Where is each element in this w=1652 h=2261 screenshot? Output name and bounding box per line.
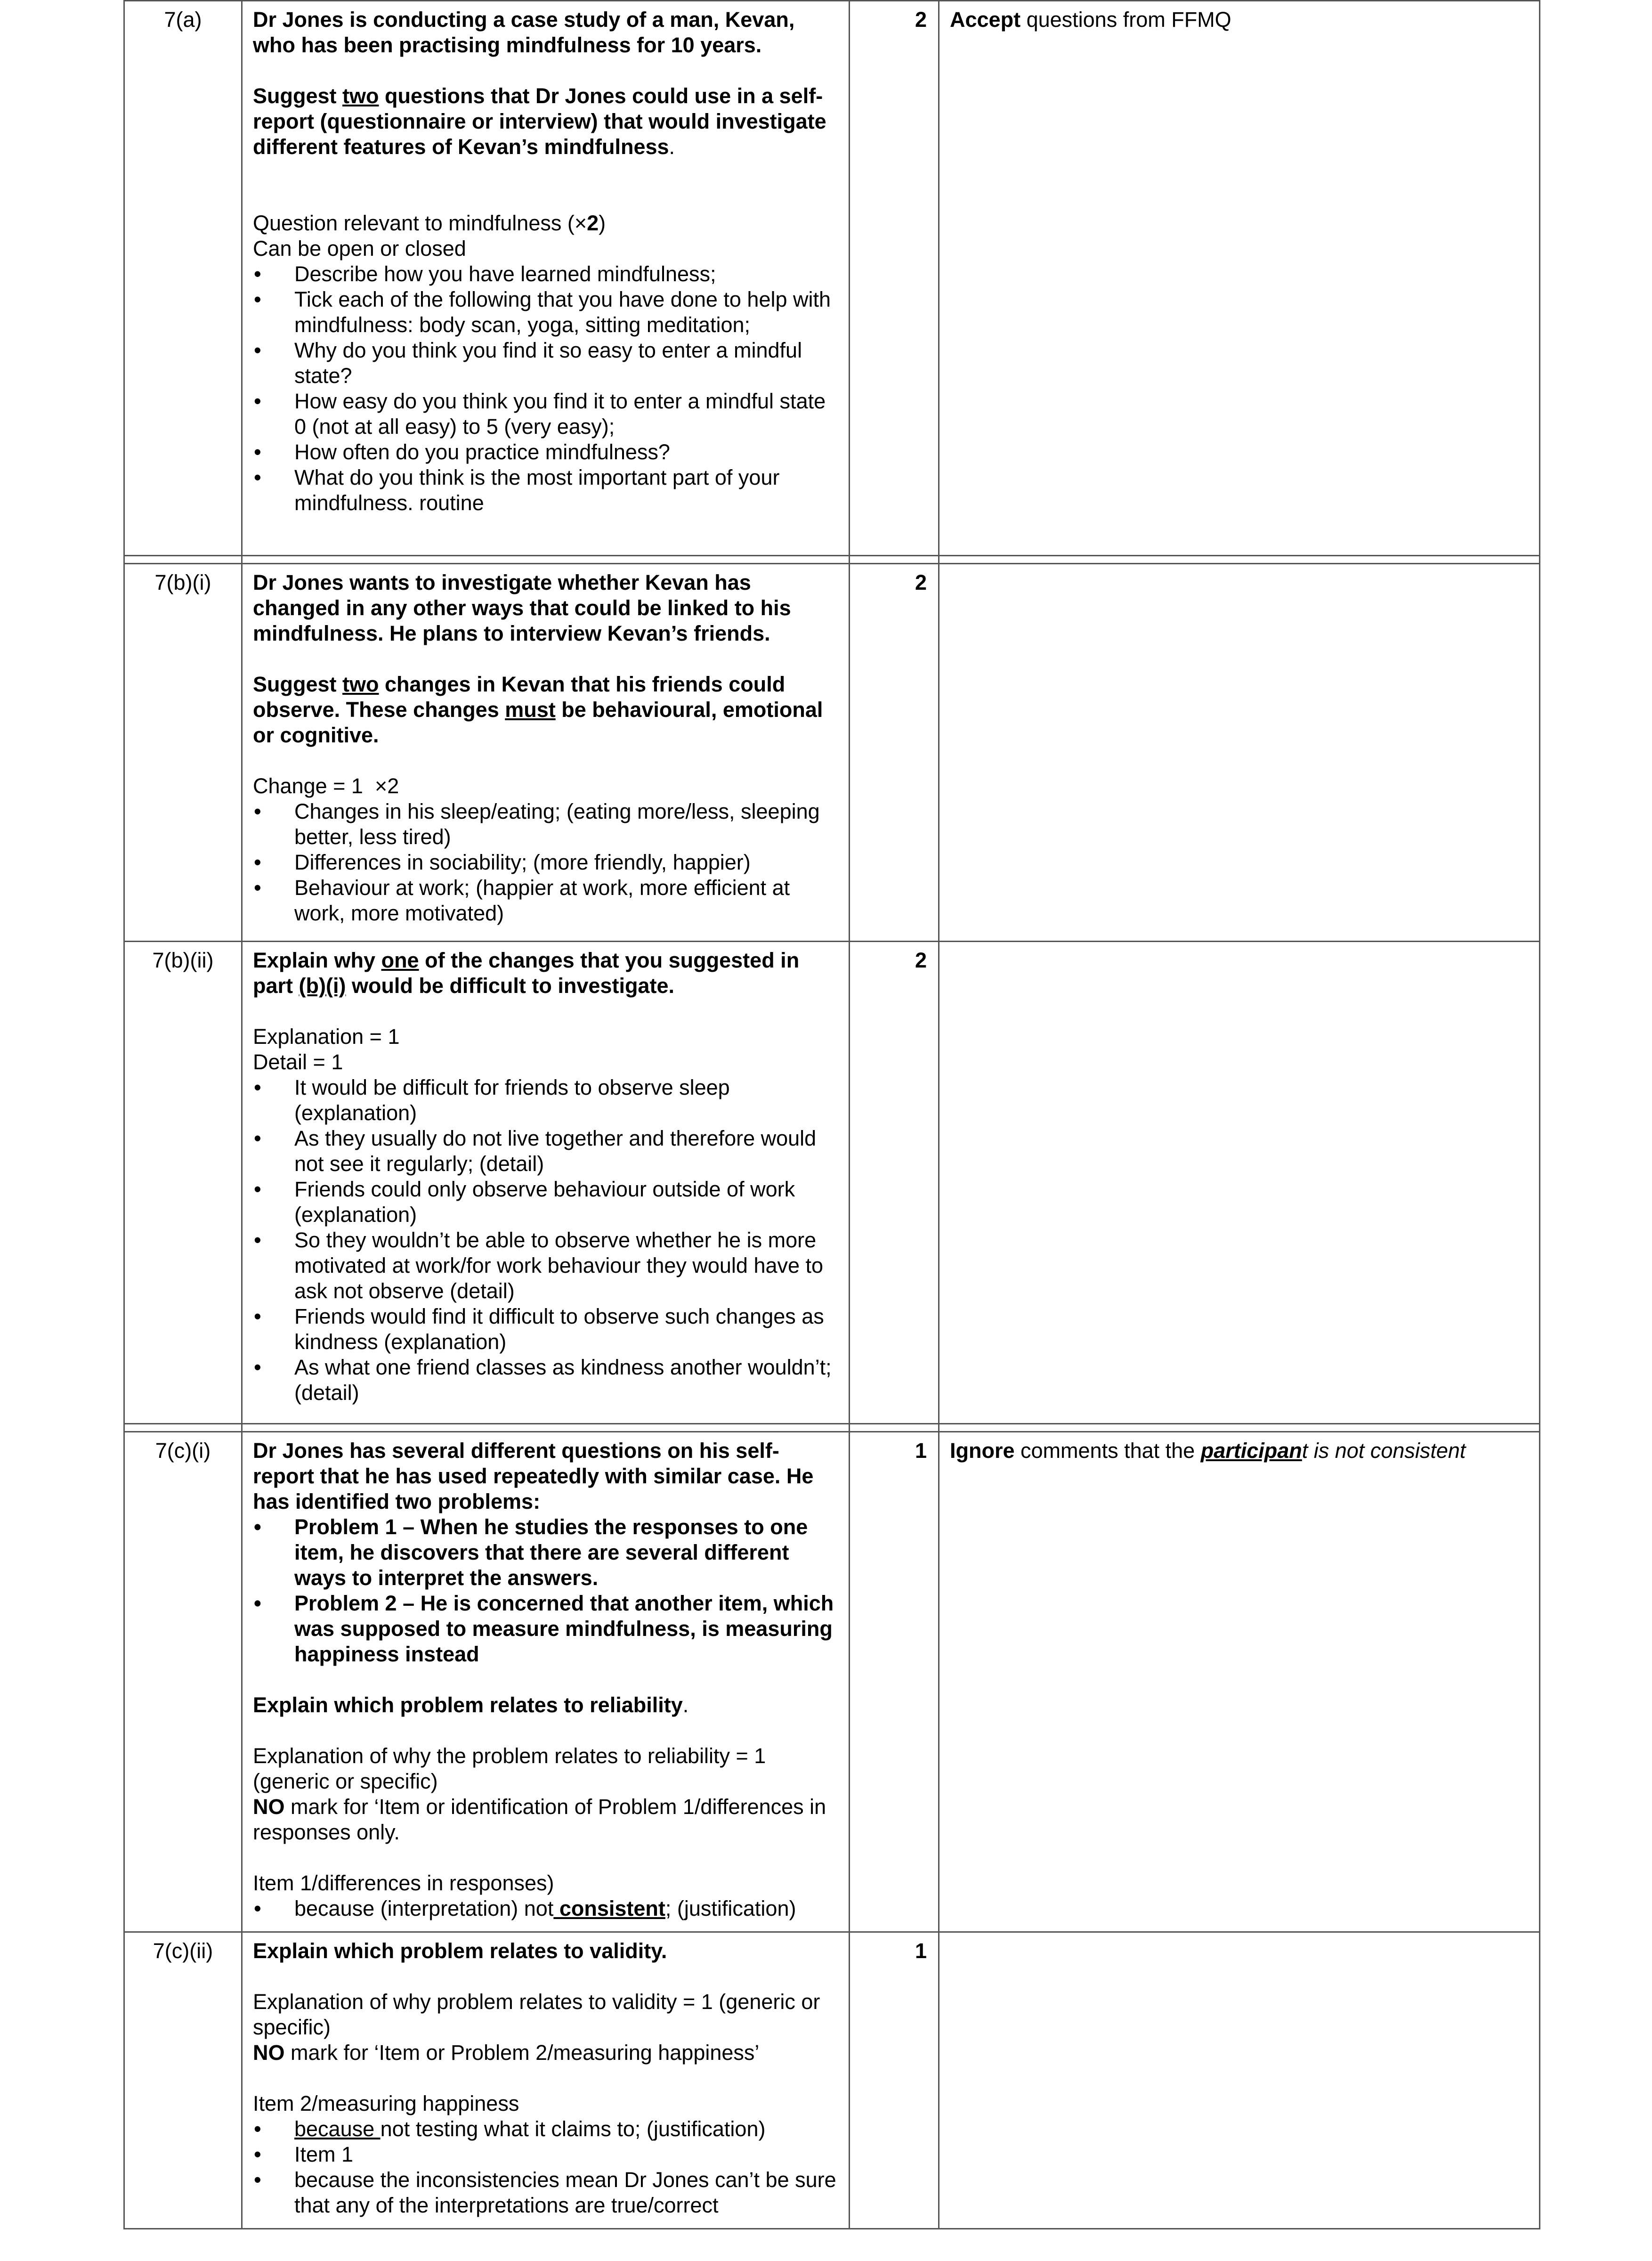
marks-value: 1 [850, 1932, 939, 2229]
row-7ci [124, 1432, 1540, 1932]
no-mark-note: NO mark for ‘Item or Problem 2/measuring happiness’ [253, 2041, 760, 2065]
list-item: • So they wouldn’t be able to observe whether he is more motivated at work/for work behaviour they would have to ask not observe (detail) [253, 1228, 838, 1304]
marking-criteria-detail: Detail = 1 [253, 1050, 343, 1074]
list-item: • Describe how you have learned mindfulness; [253, 261, 838, 287]
marks-value: 2 [850, 942, 939, 1424]
list-item: • because (interpretation) not consistent; (justification) [253, 1896, 838, 1921]
answer-list [253, 1896, 838, 1921]
answer-list [253, 1075, 838, 1406]
answer-heading: Item 1/differences in responses) [253, 1871, 554, 1895]
marks-value: 2 [850, 564, 939, 942]
row-7bii [124, 942, 1540, 1424]
list-item: • It would be difficult for friends to observe sleep (explanation) [253, 1075, 838, 1126]
marking-criteria: Question relevant to mindfulness (×2) [253, 211, 606, 235]
task-instruction: Suggest two changes in Kevan that his friends could observe. These changes must be behavioural, emotional or cognitive. [253, 672, 823, 747]
list-item: • As they usually do not live together and therefore would not see it regularly; (detail) [253, 1126, 838, 1177]
question-cell [242, 1432, 850, 1932]
marks-value: 1 [850, 1432, 939, 1932]
row-7bi [124, 564, 1540, 942]
marking-criteria: Explanation = 1 [253, 1025, 400, 1049]
answer-heading: Item 2/measuring happiness [253, 2091, 519, 2115]
list-item: • because not testing what it claims to; (justification) [253, 2116, 838, 2142]
no-mark-note: NO mark for ‘Item or identification of Problem 1/differences in responses only. [253, 1795, 826, 1844]
question-cell [242, 1, 850, 556]
list-item: • Behaviour at work; (happier at work, more efficient at work, more motivated) [253, 875, 838, 926]
guidance-cell [939, 942, 1540, 1424]
task-instruction: Explain which problem relates to reliability. [253, 1693, 689, 1717]
question-stem: Dr Jones has several different questions on his self-report that he has used repeatedly with similar case. He has identified two problems: [253, 1439, 814, 1513]
question-cell [242, 1932, 850, 2229]
task-instruction: Explain which problem relates to validity. [253, 1939, 667, 1963]
row-7a [124, 1, 1540, 556]
question-stem: Dr Jones is conducting a case study of a man, Kevan, who has been practising mindfulness for 10 years. [253, 8, 795, 57]
list-item: • Friends could only observe behaviour outside of work (explanation) [253, 1177, 838, 1228]
list-item: • Tick each of the following that you have done to help with mindfulness: body scan, yoga, sitting meditation; [253, 287, 838, 338]
list-item: • How often do you practice mindfulness? [253, 439, 838, 465]
list-item: • Friends would find it difficult to observe such changes as kindness (explanation) [253, 1304, 838, 1355]
marking-criteria-note: Can be open or closed [253, 236, 466, 260]
list-item: • Differences in sociability; (more friendly, happier) [253, 850, 838, 875]
task-instruction: Explain why one of the changes that you suggested in part (b)(i) would be difficult to investigate. [253, 948, 800, 998]
row-7cii [124, 1932, 1540, 2229]
list-item: • Item 1 [253, 2142, 838, 2167]
list-item: • What do you think is the most important part of your mindfulness. routine [253, 465, 838, 516]
answer-list [253, 261, 838, 516]
row-separator [124, 1424, 1540, 1432]
problem-list [253, 1514, 838, 1667]
list-item: • Why do you think you find it so easy to enter a mindful state? [253, 338, 838, 389]
question-cell [242, 564, 850, 942]
question-number: 7(c)(ii) [124, 1932, 242, 2229]
row-separator [124, 556, 1540, 564]
list-item: • because the inconsistencies mean Dr Jones can’t be sure that any of the interpretations are true/correct [253, 2167, 838, 2218]
mark-scheme-table [123, 0, 1540, 2229]
list-item: • As what one friend classes as kindness another wouldn’t; (detail) [253, 1355, 838, 1406]
problem-item: • Problem 2 – He is concerned that another item, which was supposed to measure mindfulness, is measuring happiness instead [253, 1591, 838, 1667]
question-number: 7(b)(i) [124, 564, 242, 942]
task-instruction: Suggest two questions that Dr Jones could use in a self-report (questionnaire or interview) that would investigate different features of Kevan’s mindfulness. [253, 84, 826, 159]
question-stem: Dr Jones wants to investigate whether Kevan has changed in any other ways that could be linked to his mindfulness. He plans to interview Kevan’s friends. [253, 570, 791, 645]
answer-list [253, 2116, 838, 2218]
question-number: 7(c)(i) [124, 1432, 242, 1932]
guidance-cell [939, 564, 1540, 942]
marking-criteria: Change = 1 ×2 [253, 774, 399, 798]
marking-criteria: Explanation of why the problem relates to reliability = 1 (generic or specific) [253, 1744, 766, 1793]
question-cell [242, 942, 850, 1424]
question-number: 7(a) [124, 1, 242, 556]
problem-item: • Problem 1 – When he studies the responses to one item, he discovers that there are several different ways to interpret the answers. [253, 1514, 838, 1591]
mark-scheme-sheet [123, 0, 1539, 2229]
answer-list [253, 799, 838, 926]
list-item: • Changes in his sleep/eating; (eating more/less, sleeping better, less tired) [253, 799, 838, 850]
list-item: • How easy do you think you find it to enter a mindful state 0 (not at all easy) to 5 (very easy); [253, 389, 838, 439]
question-number: 7(b)(ii) [124, 942, 242, 1424]
marks-value: 2 [850, 1, 939, 556]
guidance-cell [939, 1932, 1540, 2229]
guidance-cell: Ignore comments that the participant is not consistent [939, 1432, 1540, 1932]
guidance-cell: Accept questions from FFMQ [939, 1, 1540, 556]
marking-criteria: Explanation of why problem relates to validity = 1 (generic or specific) [253, 1990, 820, 2039]
